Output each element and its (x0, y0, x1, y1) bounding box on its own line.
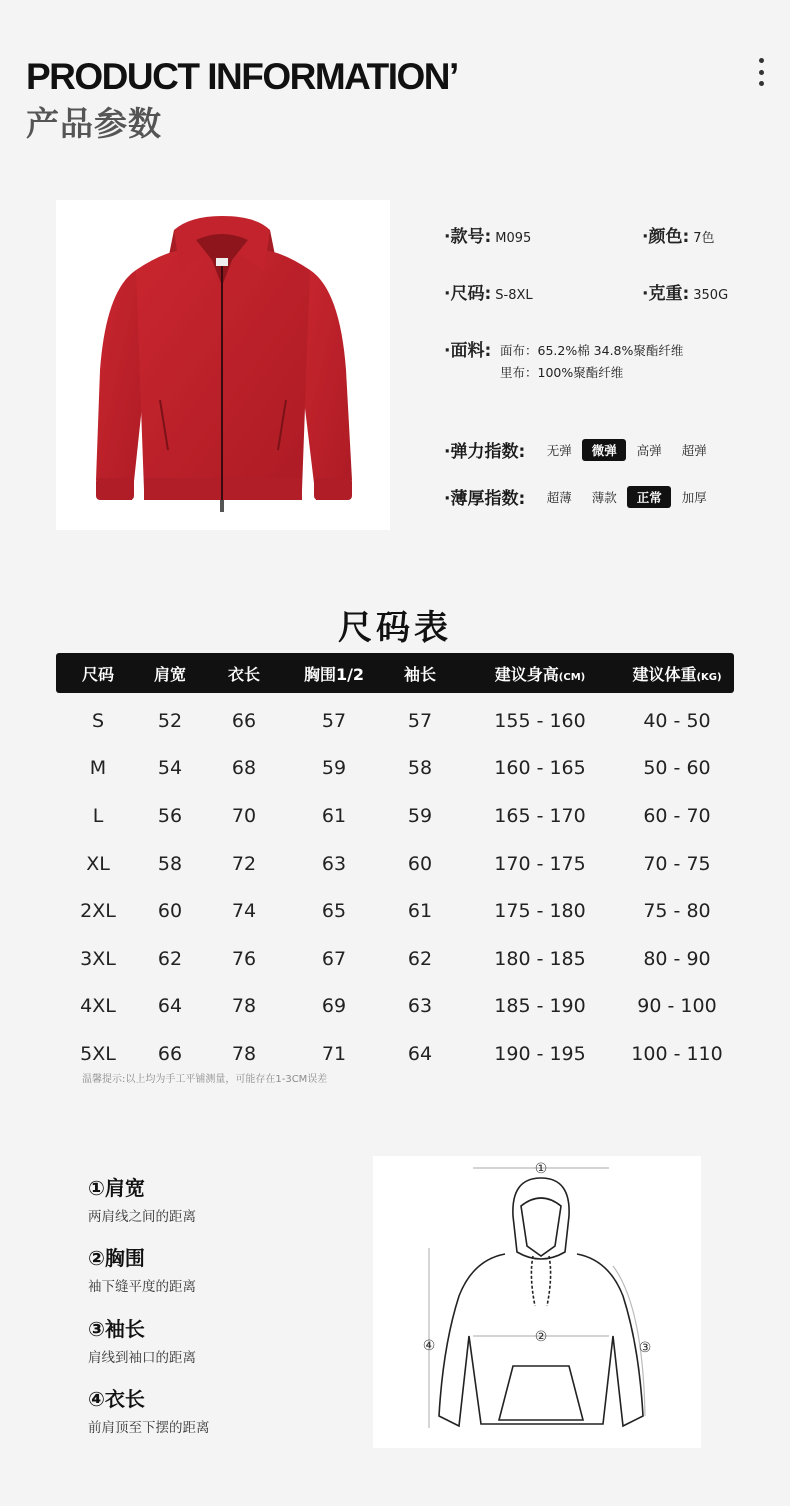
elasticity-index (444, 437, 717, 462)
marker-chest: ② (534, 1329, 548, 1345)
table-cell: XL (86, 852, 110, 875)
measurement-title: ④衣长 (88, 1387, 145, 1411)
table-cell: 75 - 80 (643, 900, 711, 923)
elasticity-option: 微弹 (582, 439, 626, 461)
elasticity-options (537, 439, 717, 461)
column-header-label: 建议身高 (494, 664, 559, 684)
elasticity-label: ·弹力指数: (444, 442, 526, 462)
thickness-label: ·薄厚指数: (444, 489, 526, 509)
column-header-label: 胸围1/2 (303, 664, 365, 684)
measurement-item (88, 1313, 196, 1366)
table-cell: 63 (407, 995, 433, 1018)
page-subtitle: 产品参数 (26, 104, 162, 143)
table-cell: 100 - 110 (631, 1042, 723, 1065)
fabric-inner: 里布：100%聚酯纤维 (500, 365, 624, 380)
measurement-item (88, 1242, 196, 1295)
table-cell: 64 (407, 1042, 433, 1065)
table-cell: 60 (157, 900, 183, 923)
table-cell: M (89, 757, 107, 780)
table-cell: 160 - 165 (494, 757, 586, 780)
spec-weight-value: 350G (693, 288, 729, 303)
column-header (140, 662, 200, 685)
table-cell: 62 (407, 947, 433, 970)
measurement-desc: 肩线到袖口的距离 (88, 1350, 196, 1366)
column-header (380, 662, 460, 685)
table-cell: 190 - 195 (494, 1042, 586, 1065)
measurement-item (88, 1383, 210, 1436)
spec-size-value: S-8XL (495, 288, 533, 303)
thickness-index (444, 484, 717, 509)
measurement-title: ①肩宽 (88, 1176, 145, 1200)
size-table-header (56, 653, 734, 693)
measurement-desc: 两肩线之间的距离 (88, 1209, 196, 1225)
table-cell: S (91, 709, 105, 732)
measurement-desc: 袖下缝平度的距离 (88, 1279, 196, 1295)
column-header (460, 662, 620, 685)
table-cell: 52 (157, 709, 183, 732)
spec-color-value: 7色 (693, 231, 715, 246)
column-header-unit: (KG) (696, 671, 722, 683)
table-cell: 65 (321, 900, 347, 923)
spec-color-label: ·颜色: (642, 227, 690, 247)
table-cell: 64 (157, 995, 183, 1018)
table-cell: 2XL (80, 900, 116, 923)
size-table (56, 653, 734, 1078)
table-cell: 3XL (80, 947, 116, 970)
spec-size (444, 279, 533, 304)
table-cell: 54 (157, 757, 183, 780)
column-header-label: 建议体重 (632, 664, 697, 684)
table-row (56, 840, 734, 888)
table-cell: 90 - 100 (637, 995, 717, 1018)
thickness-option: 正常 (627, 486, 671, 508)
table-cell: 70 - 75 (643, 852, 711, 875)
table-cell: 56 (157, 804, 183, 827)
table-cell: 60 - 70 (643, 804, 711, 827)
table-row (56, 887, 734, 935)
table-row (56, 935, 734, 983)
column-header (620, 662, 734, 685)
table-cell: 4XL (80, 995, 116, 1018)
table-cell: 68 (231, 757, 257, 780)
marker-length: ④ (422, 1338, 436, 1354)
hoodie-outline-diagram (373, 1156, 701, 1448)
table-cell: 76 (231, 947, 257, 970)
table-cell: 69 (321, 995, 347, 1018)
spec-style (444, 222, 531, 247)
elasticity-option: 无弹 (546, 442, 572, 458)
table-cell: 170 - 175 (494, 852, 586, 875)
table-cell: 74 (231, 900, 257, 923)
measurement-title: ③袖长 (88, 1317, 145, 1341)
table-cell: L (92, 804, 104, 827)
thickness-option: 薄款 (591, 489, 617, 505)
product-image (56, 200, 390, 530)
table-cell: 70 (231, 804, 257, 827)
more-options-icon[interactable] (756, 58, 766, 86)
spec-weight (642, 279, 728, 304)
table-row (56, 983, 734, 1031)
spec-style-value: M095 (495, 231, 532, 246)
size-chart-title: 尺码表 (338, 608, 452, 648)
table-cell: 78 (231, 1042, 257, 1065)
table-row (56, 745, 734, 793)
measurement-item (88, 1172, 196, 1225)
table-cell: 63 (321, 852, 347, 875)
table-row (56, 792, 734, 840)
column-header-label: 袖长 (403, 664, 436, 684)
table-cell: 59 (407, 804, 433, 827)
table-cell: 155 - 160 (494, 709, 586, 732)
table-cell: 57 (407, 709, 433, 732)
column-header (200, 662, 288, 685)
table-cell: 180 - 185 (494, 947, 586, 970)
spec-fabric (444, 336, 495, 361)
spec-weight-label: ·克重: (642, 284, 690, 304)
column-header-label: 衣长 (227, 664, 260, 684)
table-cell: 185 - 190 (494, 995, 586, 1018)
size-table-body (56, 697, 734, 1078)
column-header-label: 尺码 (81, 664, 114, 684)
column-header-label: 肩宽 (153, 664, 186, 684)
table-cell: 60 (407, 852, 433, 875)
table-cell: 57 (321, 709, 347, 732)
spec-fabric-label: ·面料: (444, 341, 492, 361)
column-header (56, 662, 140, 685)
table-cell: 61 (321, 804, 347, 827)
measurement-note: 温馨提示:以上均为手工平铺测量，可能存在1-3CM误差 (82, 1074, 328, 1085)
page-title: PRODUCT INFORMATION’ (26, 56, 458, 97)
table-row (56, 697, 734, 745)
table-cell: 78 (231, 995, 257, 1018)
table-cell: 67 (321, 947, 347, 970)
marker-shoulder: ① (534, 1161, 548, 1177)
table-cell: 5XL (80, 1042, 116, 1065)
spec-size-label: ·尺码: (444, 284, 492, 304)
measurement-title: ②胸围 (88, 1246, 145, 1270)
table-cell: 62 (157, 947, 183, 970)
table-cell: 66 (157, 1042, 183, 1065)
marker-sleeve: ③ (638, 1340, 652, 1356)
table-cell: 58 (157, 852, 183, 875)
measurement-desc: 前肩顶至下摆的距离 (88, 1420, 210, 1436)
column-header-unit: (CM) (558, 671, 586, 683)
table-cell: 71 (321, 1042, 347, 1065)
table-cell: 59 (321, 757, 347, 780)
thickness-option: 超薄 (546, 489, 572, 505)
fabric-outer: 面布：65.2%棉 34.8%聚酯纤维 (500, 343, 684, 358)
table-cell: 72 (231, 852, 257, 875)
measurement-diagram (373, 1156, 701, 1448)
table-cell: 50 - 60 (643, 757, 711, 780)
table-cell: 58 (407, 757, 433, 780)
fabric-details (500, 340, 683, 384)
table-cell: 61 (407, 900, 433, 923)
spec-color (642, 222, 715, 247)
hoodie-illustration (56, 200, 390, 530)
elasticity-option: 超弹 (681, 442, 707, 458)
column-header (288, 662, 380, 685)
thickness-options (537, 486, 717, 508)
table-cell: 165 - 170 (494, 804, 586, 827)
elasticity-option: 高弹 (636, 442, 662, 458)
thickness-option: 加厚 (681, 489, 707, 505)
table-cell: 66 (231, 709, 257, 732)
table-cell: 40 - 50 (643, 709, 711, 732)
spec-style-label: ·款号: (444, 227, 492, 247)
table-cell: 175 - 180 (494, 900, 586, 923)
table-cell: 80 - 90 (643, 947, 711, 970)
